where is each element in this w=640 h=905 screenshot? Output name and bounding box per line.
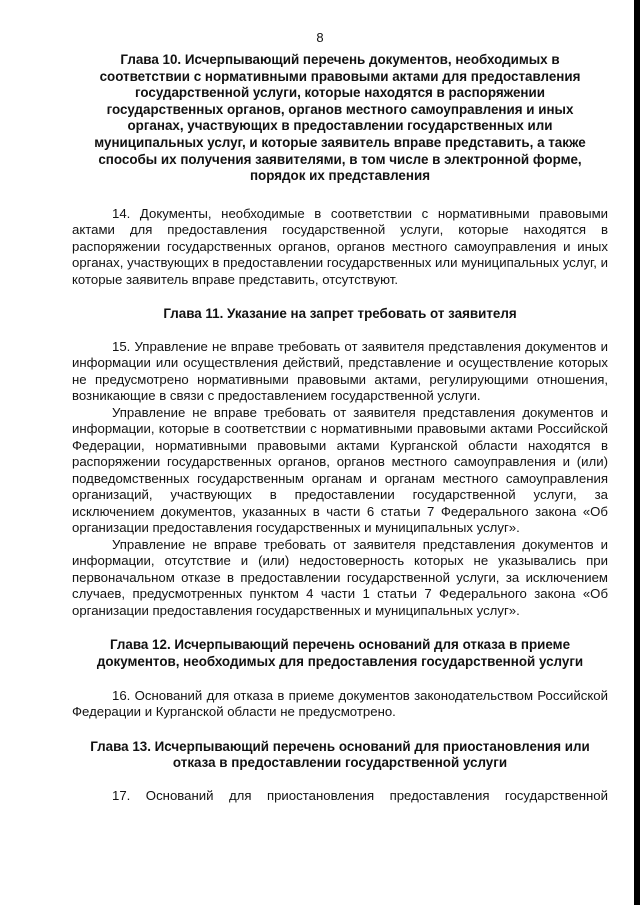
page-number: 8 [316,30,324,45]
paragraph-17: 17. Оснований для приостановления предоставления государственной [112,787,608,803]
spacer [72,671,608,688]
paragraph-15: 15. Управление не вправе требовать от заявителя представления документов и информации или осуществления действий, представление и осуществление которых не предусмотрено нормативными правовыми актами, регулирующими отношения, возникающие в связи с предоставлением государственной услуги. [72,338,608,404]
spacer [72,288,608,306]
chapter-10-heading: Глава 10. Исчерпывающий перечень документов, необходимых в соответствии с нормативными правовыми актами для предоставления государственной услуги, которые находятся в распоряжении государственных органов, органов местного самоуправления и иных органах, участвующих в предоставлении государственных или муниципальных услуг, и которые заявитель вправе представить, а также способы их получения заявителями, в том числе в электронной форме, порядок их представления [94,52,586,184]
document-body [72,52,608,804]
chapter-13-heading: Глава 13. Исчерпывающий перечень оснований для приостановления или отказа в предоставлении государственной услуги [90,738,590,771]
paragraph-15-c: Управление не вправе требовать от заявителя представления документов и информации, отсутствие и (или) недостоверность которых не указывались при первоначальном отказе в предоставлении государственной услуги, за исключением случаев, предусмотренных пунктом 4 части 1 статьи 7 Федерального закона «Об организации предоставления государственных и муниципальных услуг». [72,536,608,618]
spacer [72,619,608,637]
chapter-11-heading: Глава 11. Указание на запрет требовать от заявителя [163,306,517,322]
spacer [72,323,608,339]
paragraph-15-b: Управление не вправе требовать от заявителя представления документов и информации, которые в соответствии с нормативными правовыми актами Российской Федерации, нормативными правовыми актами Курганской области находятся в распоряжении государственных органов, органов местного самоуправления и (или) подведомственных государственным органам и органам местного самоуправления организаций, участвующих в предоставлении государственной услуги, за исключением документов, указанных в части 6 статьи 7 Федерального закона «Об организации предоставления государственных и муниципальных услуг». [72,404,608,536]
scan-edge [634,0,640,905]
paragraph-16: 16. Оснований для отказа в приеме документов законодательством Российской Федерации и Курганской области не предусмотрено. [72,687,608,720]
spacer [72,772,608,788]
chapter-12-heading: Глава 12. Исчерпывающий перечень оснований для отказа в приеме документов, необходимых для предоставления государственной услуги [96,637,584,669]
spacer [72,185,608,206]
paragraph-14: 14. Документы, необходимые в соответствии с нормативными правовыми актами для предоставления государственной услуги, которые находятся в распоряжении государственных органов, органов местного самоуправления и иных органах, участвующих в предоставлении государственных или муниципальных услуг, и которые заявитель вправе представить, отсутствуют. [72,205,608,287]
spacer [72,721,608,739]
